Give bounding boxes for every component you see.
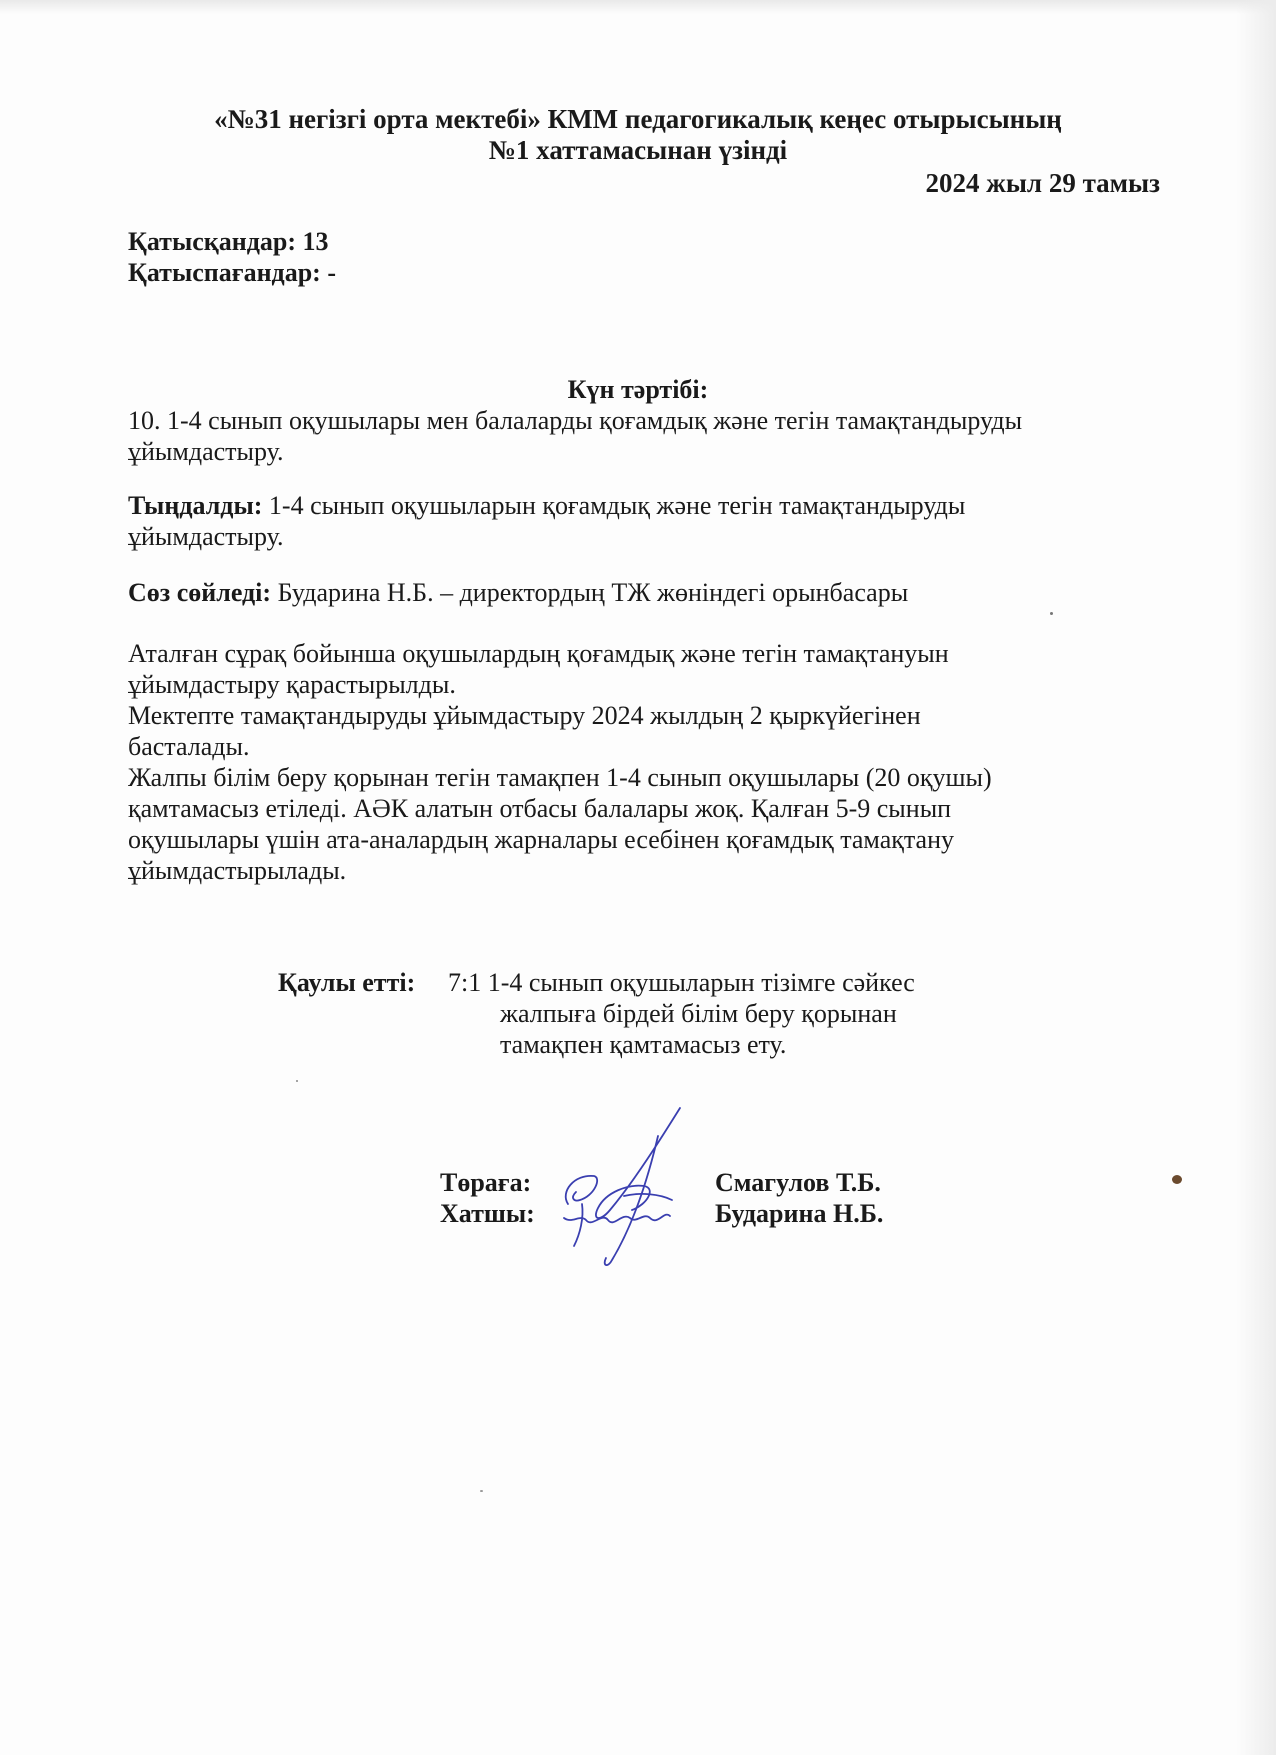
agenda-item-line2: ұйымдастыру.: [128, 437, 284, 466]
agenda-item: [128, 405, 1158, 467]
heard-text-line2: ұйымдастыру.: [128, 522, 284, 551]
body-line: Аталған сұрақ бойынша оқушылардың қоғамдық және тегін тамақтануын: [128, 639, 949, 668]
chair-name: Смагулов Т.Б.: [715, 1168, 881, 1197]
decision-line3: тамақпен қамтамасыз ету.: [500, 1030, 787, 1059]
document-date: 2024 жыл 29 тамыз: [925, 168, 1160, 198]
decision-line1: 7:1 1-4 сынып оқушыларын тізімге сәйкес: [448, 968, 915, 997]
attendance-present: Қатысқандар: 13: [128, 227, 329, 256]
scan-speck: [1050, 612, 1053, 615]
body-line: ұйымдастырылады.: [128, 856, 347, 885]
body-line: басталады.: [128, 732, 250, 761]
spoke-label: Сөз сөйледі:: [128, 578, 272, 607]
scan-speck: [480, 1490, 483, 1492]
chair-label: Төраға:: [440, 1168, 532, 1197]
spoke-section: [128, 577, 1158, 608]
agenda-item-line1: 10. 1-4 сынып оқушылары мен балаларды қоғамдық және тегін тамақтандыруды: [128, 406, 1023, 435]
heard-text-line1: 1-4 сынып оқушыларын қоғамдық және тегін тамақтандыруды: [262, 491, 966, 520]
attendance-absent: Қатыспағандар: -: [128, 258, 336, 287]
secretary-label: Хатшы:: [440, 1199, 535, 1228]
scan-speck: [296, 1080, 298, 1082]
scan-shadow-right: [1236, 0, 1276, 1755]
heard-section: [128, 490, 1158, 552]
body-line: Жалпы білім беру қорынан тегін тамақпен 1-4 сынып оқушылары (20 оқушы): [128, 763, 992, 792]
scan-shadow-top: [0, 0, 1276, 14]
decision-line2: жалпыға бірдей білім беру қорынан: [500, 999, 897, 1028]
body-line: ұйымдастыру қарастырылды.: [128, 670, 456, 699]
heard-line1: [128, 490, 1158, 521]
signature-ink: [540, 1100, 720, 1280]
body-line: оқушылары үшін ата-аналардың жарналары есебінен қоғамдық тамақтану: [128, 825, 955, 854]
secretary-name: Бударина Н.Б.: [715, 1199, 884, 1228]
document-title-line2: №1 хаттамасынан үзінді: [488, 135, 788, 165]
spoke-line: [128, 577, 1158, 608]
body-line: Мектепте тамақтандыруды ұйымдастыру 2024 жылдың 2 қыркүйегінен: [128, 701, 921, 730]
body-text: [128, 638, 1158, 886]
spoke-text: Бударина Н.Б. – директордың ТЖ жөніндегі орынбасары: [271, 578, 909, 607]
handwritten-signature: [540, 1100, 720, 1280]
document-title-line1: «№31 негізгі орта мектебі» КММ педагогикалық кеңес отырысының: [214, 104, 1062, 134]
scan-speck: [1172, 1175, 1182, 1184]
agenda-heading: Күн тәртібі:: [567, 375, 709, 404]
decision-label: Қаулы етті:: [278, 968, 416, 997]
body-line: қамтамасыз етіледі. АӘК алатын отбасы балалары жоқ. Қалған 5-9 сынып: [128, 794, 952, 823]
heard-label: Тыңдалды:: [128, 491, 263, 520]
